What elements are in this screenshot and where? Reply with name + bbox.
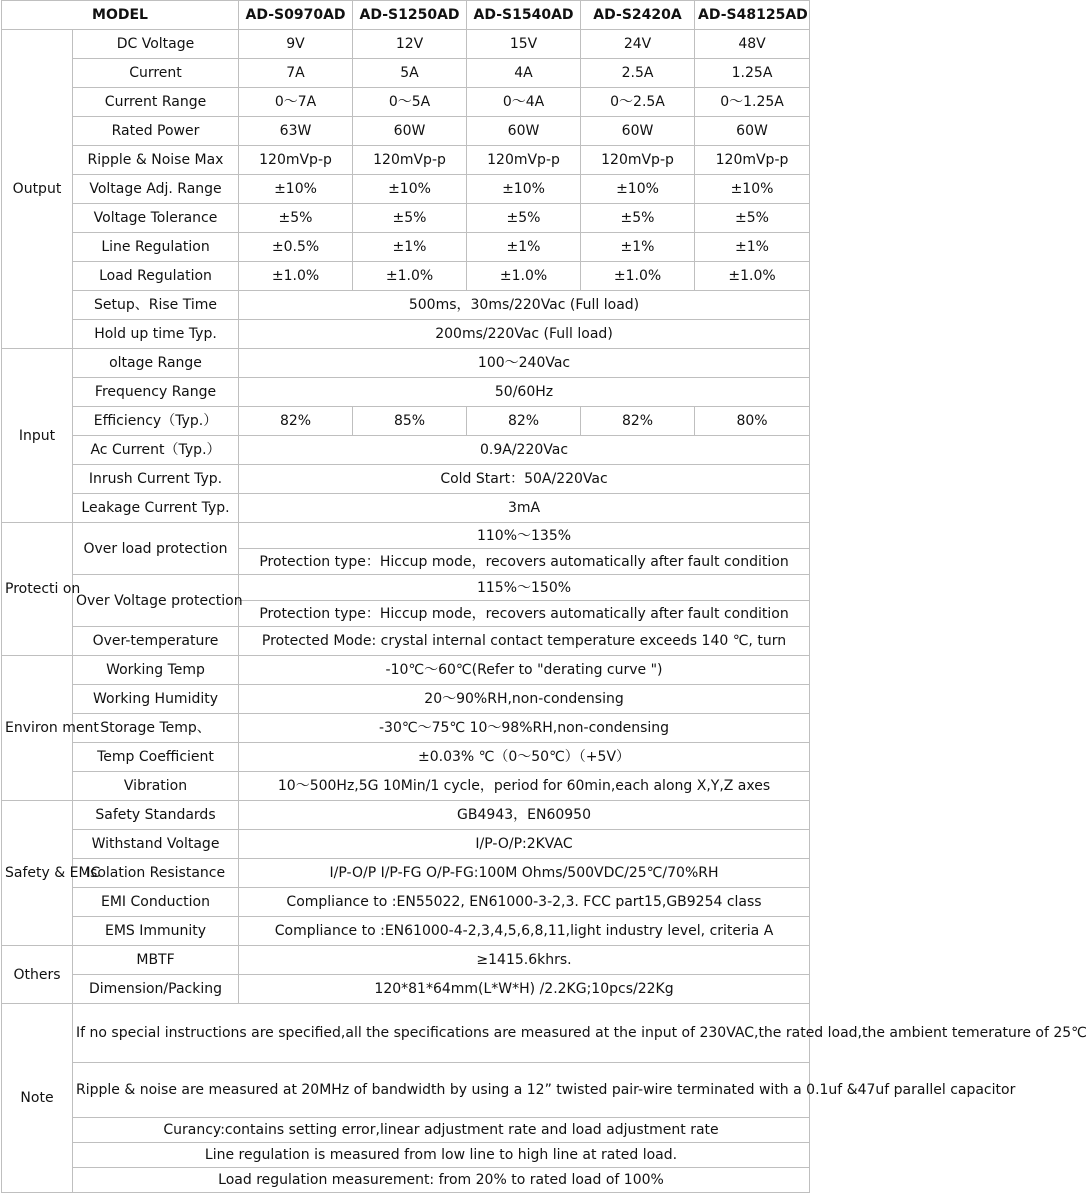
spec-label: Over-temperature [73, 627, 239, 656]
spec-row [2, 917, 810, 946]
note-text: Load regulation measurement: from 20% to rated load of 100% [73, 1168, 810, 1193]
spec-label: Current [73, 59, 239, 88]
header-row [2, 1, 810, 30]
spec-label: Isolation Resistance [73, 859, 239, 888]
spec-row [2, 494, 810, 523]
spec-value: 200ms/220Vac (Full load) [239, 320, 810, 349]
spec-value: ±10% [581, 175, 695, 204]
spec-label: Inrush Current Typ. [73, 465, 239, 494]
spec-value: 82% [467, 407, 581, 436]
spec-value: ±1% [581, 233, 695, 262]
spec-value: I/P-O/P I/P-FG O/P-FG:100M Ohms/500VDC/25℃/70%RH [239, 859, 810, 888]
spec-value: 120mVp-p [467, 146, 581, 175]
spec-value: 60W [353, 117, 467, 146]
spec-label: Storage Temp、 [73, 714, 239, 743]
spec-value: ±1% [695, 233, 810, 262]
spec-row [2, 888, 810, 917]
spec-value: ±10% [695, 175, 810, 204]
spec-value: 0～1.25A [695, 88, 810, 117]
spec-value: 120mVp-p [239, 146, 353, 175]
spec-value: 24V [581, 30, 695, 59]
spec-row [2, 859, 810, 888]
spec-value: 100～240Vac [239, 349, 810, 378]
spec-value: I/P-O/P:2KVAC [239, 830, 810, 859]
spec-value: 7A [239, 59, 353, 88]
spec-value: ±5% [695, 204, 810, 233]
spec-value: 60W [695, 117, 810, 146]
spec-value: ±5% [467, 204, 581, 233]
group-label: Input [2, 349, 73, 523]
group-label: Others [2, 946, 73, 1004]
spec-value: 120mVp-p [695, 146, 810, 175]
spec-value: ±10% [353, 175, 467, 204]
spec-label: EMI Conduction [73, 888, 239, 917]
spec-value: 20～90%RH,non-condensing [239, 685, 810, 714]
note-text: Line regulation is measured from low line to high line at rated load. [73, 1143, 810, 1168]
spec-label: Ac Current（Typ.） [73, 436, 239, 465]
spec-label: Over load protection [73, 523, 239, 575]
spec-value: 50/60Hz [239, 378, 810, 407]
spec-row [2, 291, 810, 320]
spec-value: 5A [353, 59, 467, 88]
spec-row [2, 801, 810, 830]
spec-row [2, 830, 810, 859]
spec-label: Safety Standards [73, 801, 239, 830]
spec-row [2, 146, 810, 175]
spec-row [2, 523, 810, 549]
spec-label: Current Range [73, 88, 239, 117]
spec-label: Leakage Current Typ. [73, 494, 239, 523]
spec-row [2, 627, 810, 656]
spec-label: DC Voltage [73, 30, 239, 59]
spec-value: -30℃～75℃ 10～98%RH,non-condensing [239, 714, 810, 743]
spec-value: 10～500Hz,5G 10Min/1 cycle，period for 60min,each along X,Y,Z axes [239, 772, 810, 801]
spec-row [2, 772, 810, 801]
spec-value: ±5% [353, 204, 467, 233]
spec-value: GB4943，EN60950 [239, 801, 810, 830]
spec-value: 0～5A [353, 88, 467, 117]
spec-label: Frequency Range [73, 378, 239, 407]
spec-row [2, 378, 810, 407]
note-text: Curancy:contains setting error,linear adjustment rate and load adjustment rate [73, 1118, 810, 1143]
spec-value: 85% [353, 407, 467, 436]
spec-value: Protection type：Hiccup mode，recovers automatically after fault condition [239, 601, 810, 627]
spec-row [2, 743, 810, 772]
spec-label: Rated Power [73, 117, 239, 146]
spec-value: ±1% [467, 233, 581, 262]
model-name: AD-S48125AD [695, 1, 810, 30]
spec-value: ±1.0% [467, 262, 581, 291]
spec-row [2, 685, 810, 714]
spec-value: 82% [581, 407, 695, 436]
spec-label: Working Temp [73, 656, 239, 685]
group-label: Output [2, 30, 73, 349]
spec-value: ±0.5% [239, 233, 353, 262]
spec-row [2, 656, 810, 685]
spec-value: Protection type：Hiccup mode，recovers automatically after fault condition [239, 549, 810, 575]
spec-value: ±1.0% [239, 262, 353, 291]
spec-row [2, 714, 810, 743]
spec-value: ±5% [581, 204, 695, 233]
spec-value: 3mA [239, 494, 810, 523]
note-row [2, 1118, 810, 1143]
spec-value: 80% [695, 407, 810, 436]
note-text: If no special instructions are specified,all the specifications are measured at the input of 230VAC,the rated load,the ambient temerature of 25℃ [73, 1004, 810, 1063]
spec-value: 9V [239, 30, 353, 59]
spec-row [2, 975, 810, 1004]
spec-value: Compliance to :EN61000-4-2,3,4,5,6,8,11,light industry level, criteria A [239, 917, 810, 946]
spec-value: -10℃～60℃(Refer to "derating curve ") [239, 656, 810, 685]
group-label: Protecti on [2, 523, 73, 656]
spec-label: Voltage Tolerance [73, 204, 239, 233]
spec-value: Cold Start：50A/220Vac [239, 465, 810, 494]
spec-value: ±1.0% [695, 262, 810, 291]
spec-label: Setup、Rise Time [73, 291, 239, 320]
spec-value: 12V [353, 30, 467, 59]
note-row [2, 1143, 810, 1168]
spec-value: ±5% [239, 204, 353, 233]
spec-label: Line Regulation [73, 233, 239, 262]
group-label: Note [2, 1004, 73, 1193]
spec-value: ±1.0% [353, 262, 467, 291]
spec-row [2, 88, 810, 117]
spec-value: 115%～150% [239, 575, 810, 601]
spec-row [2, 59, 810, 88]
spec-label: Ripple & Noise Max [73, 146, 239, 175]
spec-row [2, 30, 810, 59]
spec-value: 0.9A/220Vac [239, 436, 810, 465]
group-label: Environ ment [2, 656, 73, 801]
note-row [2, 1063, 810, 1118]
spec-row [2, 233, 810, 262]
spec-value: 60W [581, 117, 695, 146]
spec-value: 110%～135% [239, 523, 810, 549]
spec-table [1, 0, 1087, 1193]
spec-row [2, 117, 810, 146]
spec-label: Voltage Adj. Range [73, 175, 239, 204]
spec-label: Vibration [73, 772, 239, 801]
note-text: Ripple & noise are measured at 20MHz of bandwidth by using a 12” twisted pair-wire terminated with a 0.1uf &47uf parallel capacitor [73, 1063, 810, 1118]
spec-value: 120mVp-p [581, 146, 695, 175]
group-label: Safety & EMC [2, 801, 73, 946]
spec-value: 1.25A [695, 59, 810, 88]
spec-value: ±1.0% [581, 262, 695, 291]
spec-value: 4A [467, 59, 581, 88]
spec-label: oltage Range [73, 349, 239, 378]
spec-label: Working Humidity [73, 685, 239, 714]
model-header: MODEL [2, 1, 239, 30]
spec-label: Load Regulation [73, 262, 239, 291]
spec-row [2, 175, 810, 204]
spec-row [2, 465, 810, 494]
spec-label: Temp Coefficient [73, 743, 239, 772]
spec-row [2, 204, 810, 233]
spec-row [2, 320, 810, 349]
spec-value: Protected Mode: crystal internal contact temperature exceeds 140 ℃, turn [239, 627, 810, 656]
spec-value: ≥1415.6khrs. [239, 946, 810, 975]
model-name: AD-S2420A [581, 1, 695, 30]
spec-value: 500ms，30ms/220Vac (Full load) [239, 291, 810, 320]
model-name: AD-S1540AD [467, 1, 581, 30]
spec-row [2, 407, 810, 436]
spec-value: ±1% [353, 233, 467, 262]
spec-label: MBTF [73, 946, 239, 975]
spec-value: 60W [467, 117, 581, 146]
model-name: AD-S0970AD [239, 1, 353, 30]
spec-value: ±0.03% ℃（0～50℃）（+5V） [239, 743, 810, 772]
spec-value: 63W [239, 117, 353, 146]
spec-label: Over Voltage protection [73, 575, 239, 627]
spec-row [2, 262, 810, 291]
spec-value: 0～2.5A [581, 88, 695, 117]
spec-label: EMS Immunity [73, 917, 239, 946]
spec-row [2, 575, 810, 601]
spec-row [2, 436, 810, 465]
spec-value: ±10% [467, 175, 581, 204]
spec-value: 48V [695, 30, 810, 59]
spec-value: ±10% [239, 175, 353, 204]
note-row [2, 1004, 810, 1063]
spec-value: 120mVp-p [353, 146, 467, 175]
spec-value: 15V [467, 30, 581, 59]
spec-row [2, 946, 810, 975]
spec-label: Withstand Voltage [73, 830, 239, 859]
spec-label: Efficiency（Typ.） [73, 407, 239, 436]
spec-label: Hold up time Typ. [73, 320, 239, 349]
model-name: AD-S1250AD [353, 1, 467, 30]
spec-value: 0～4A [467, 88, 581, 117]
spec-value: 82% [239, 407, 353, 436]
spec-value: 120*81*64mm(L*W*H) /2.2KG;10pcs/22Kg [239, 975, 810, 1004]
spec-label: Dimension/Packing [73, 975, 239, 1004]
note-row [2, 1168, 810, 1193]
spec-value: 0～7A [239, 88, 353, 117]
spec-row [2, 349, 810, 378]
spec-value: Compliance to :EN55022, EN61000-3-2,3. FCC part15,GB9254 class [239, 888, 810, 917]
spec-value: 2.5A [581, 59, 695, 88]
